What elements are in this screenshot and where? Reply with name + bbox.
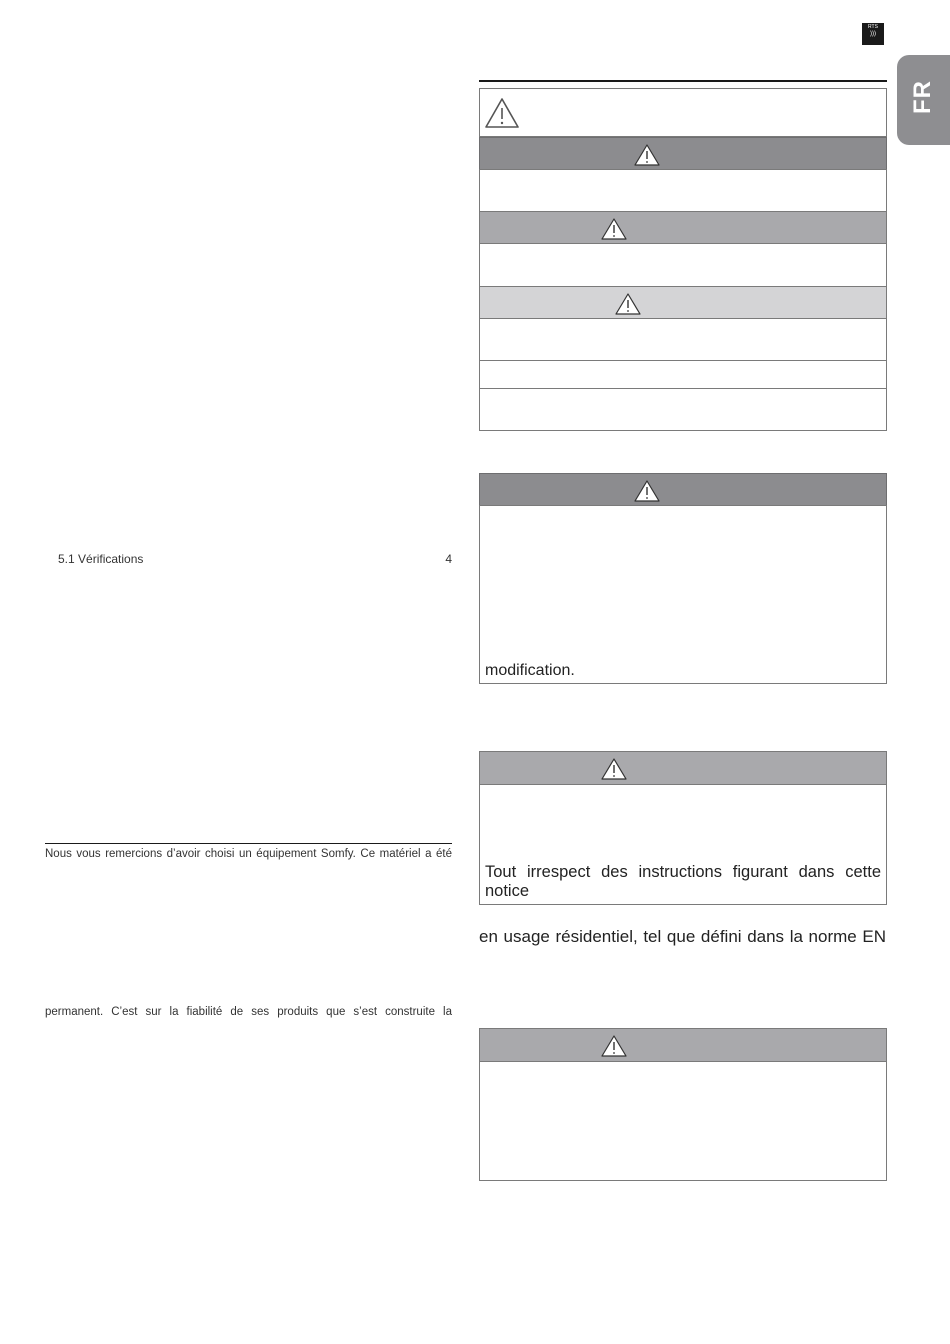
warning-box-2-body: [479, 1061, 887, 1181]
danger-box-header: [479, 473, 887, 506]
intro-divider: [45, 843, 452, 844]
intro-line-1: Nous vous remercions d’avoir choisi un équipement Somfy. Ce matériel a été: [45, 848, 452, 860]
warning-icon: [633, 479, 661, 503]
warning-icon: [633, 143, 661, 167]
warning-box-text: Tout irrespect des instructions figurant dans cette notice: [485, 863, 881, 900]
caution-description-box: [479, 318, 887, 361]
safety-header-box: [479, 88, 887, 137]
danger-description-box: [479, 169, 887, 212]
warning-icon: [600, 1034, 628, 1058]
danger-box-final-line: modification.: [485, 662, 575, 679]
danger-level-bar: [479, 137, 887, 170]
usage-paragraph-line: en usage résidentiel, tel que défini dans la norme EN: [479, 927, 886, 946]
note-description-box: [479, 388, 887, 431]
radio-wave-icon: ))): [870, 31, 876, 37]
intro-line-2: permanent. C’est sur la fiabilité de ses produits que s’est construite la: [45, 1006, 452, 1018]
toc-entry-page: 4: [445, 552, 452, 566]
warning-icon: [484, 97, 520, 129]
language-tab-label: FR: [909, 80, 936, 114]
danger-box-body: [479, 505, 887, 684]
rts-logo: [862, 23, 884, 45]
language-tab: [897, 55, 950, 145]
toc-entry[interactable]: [58, 552, 452, 566]
section-divider: [479, 80, 887, 82]
warning-level-bar: [479, 211, 887, 244]
warning-icon: [600, 757, 628, 781]
warning-description-box: [479, 243, 887, 287]
warning-icon: [614, 292, 642, 316]
warning-box-2-header: [479, 1028, 887, 1062]
caution-level-bar: [479, 286, 887, 319]
warning-box-header: [479, 751, 887, 785]
warning-icon: [600, 217, 628, 241]
warning-box-body: [479, 784, 887, 905]
toc-entry-label: 5.1 Vérifications: [58, 552, 144, 566]
note-label-box: [479, 360, 887, 389]
rts-logo-text: RTS: [868, 24, 878, 30]
